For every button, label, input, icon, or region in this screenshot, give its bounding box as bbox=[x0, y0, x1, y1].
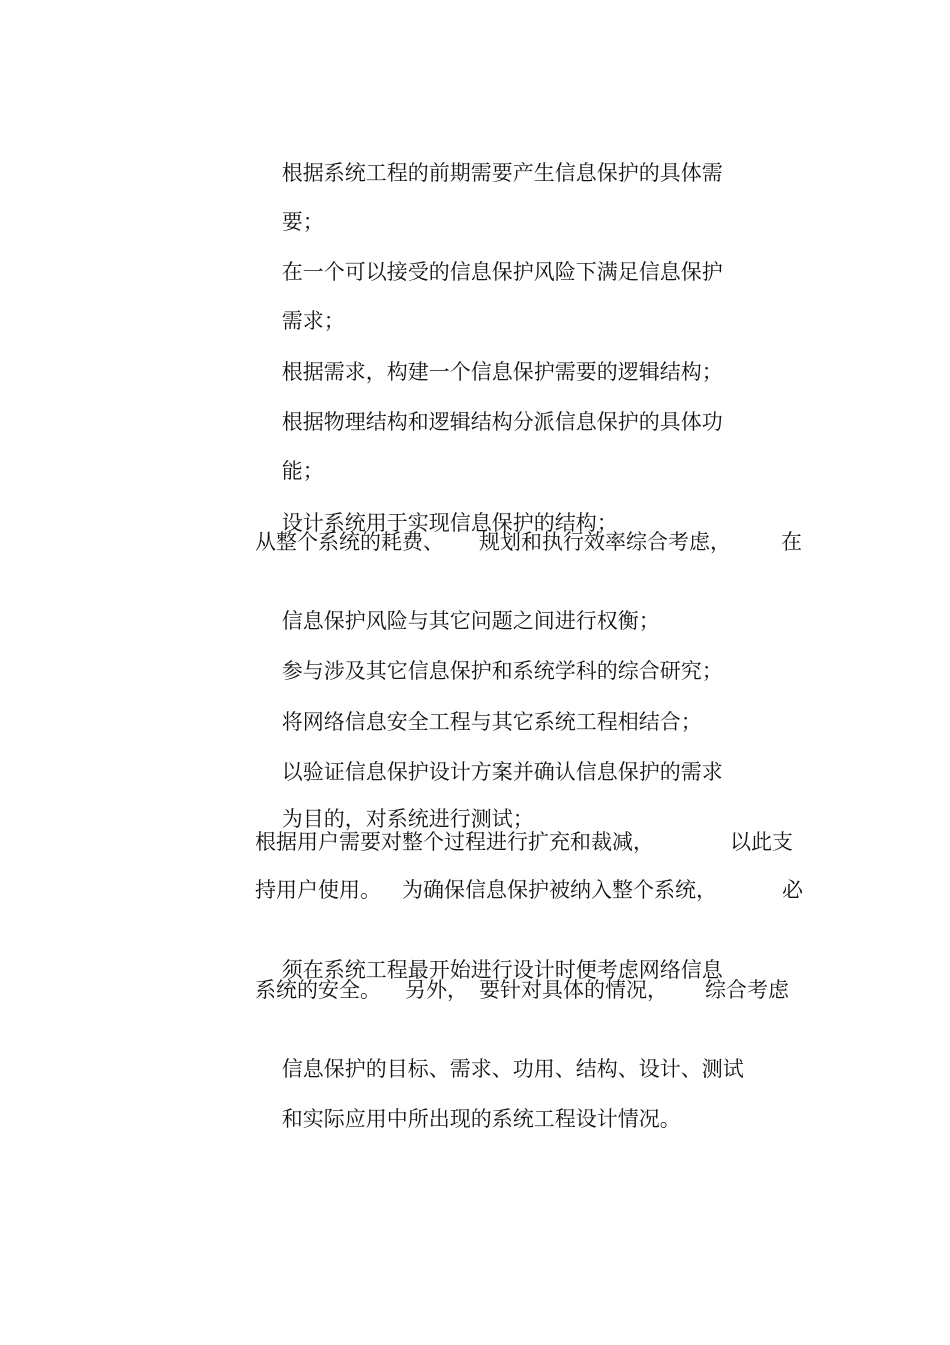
text-line bbox=[255, 975, 815, 1005]
text-line bbox=[255, 128, 723, 185]
text-line bbox=[255, 1074, 681, 1131]
text-segment: 要； bbox=[281, 210, 324, 234]
text-segment: 设计系统用于实现信息保护的结构； bbox=[281, 511, 618, 535]
text-line bbox=[255, 377, 723, 434]
text-line bbox=[255, 1024, 744, 1081]
text-segment: 参与涉及其它信息保护和系统学科的综合研究； bbox=[281, 659, 723, 683]
text-line bbox=[255, 925, 723, 982]
text-segment: 为确保信息保护被纳入整个系统， bbox=[402, 878, 717, 902]
text-line bbox=[255, 576, 660, 633]
text-segment: 和实际应用中所出现的系统工程设计情况。 bbox=[281, 1107, 681, 1131]
text-segment: 信息保护风险与其它问题之间进行权衡； bbox=[281, 609, 660, 633]
text-segment: 需求； bbox=[281, 309, 345, 333]
text-segment: 以此支 bbox=[730, 830, 793, 854]
text-segment: 将网络信息安全工程与其它系统工程相结合； bbox=[281, 710, 702, 734]
text-line bbox=[255, 626, 723, 683]
text-line bbox=[255, 177, 324, 234]
text-segment: 在一个可以接受的信息保护风险下满足信息保护 bbox=[281, 260, 723, 284]
text-segment: 信息保护的目标、需求、功用、结构、设计、测试 bbox=[281, 1057, 744, 1081]
text-segment: 能； bbox=[281, 459, 324, 483]
text-segment: 规划和执行效率综合考虑， bbox=[479, 530, 731, 554]
text-line bbox=[255, 827, 815, 857]
text-line bbox=[255, 327, 723, 384]
text-line bbox=[255, 677, 702, 734]
text-segment: 以验证信息保护设计方案并确认信息保护的需求 bbox=[281, 760, 723, 784]
text-segment: 根据系统工程的前期需要产生信息保护的具体需 bbox=[281, 161, 723, 185]
text-line bbox=[255, 527, 815, 557]
text-segment: 要针对具体的情况， bbox=[479, 978, 668, 1002]
text-line bbox=[255, 426, 324, 483]
text-segment: 须在系统工程最开始进行设计时便考虑网络信息 bbox=[281, 958, 723, 982]
text-line bbox=[255, 276, 345, 333]
text-segment: 在 bbox=[781, 530, 802, 554]
text-line bbox=[255, 774, 534, 831]
text-segment: 系统的安全。 bbox=[255, 978, 381, 1002]
text-line bbox=[255, 478, 618, 535]
text-segment: 根据需求，构建一个信息保护需要的逻辑结构； bbox=[281, 360, 723, 384]
text-segment: 根据物理结构和逻辑结构分派信息保护的具体功 bbox=[281, 410, 723, 434]
text-segment: 必 bbox=[782, 878, 803, 902]
text-line bbox=[255, 727, 723, 784]
text-segment: 为目的，对系统进行测试； bbox=[281, 807, 534, 831]
text-segment: 持用户使用。 bbox=[255, 878, 381, 902]
text-segment: 综合考虑 bbox=[705, 978, 789, 1002]
text-line bbox=[255, 875, 815, 905]
text-segment: 根据用户需要对整个过程进行扩充和裁减， bbox=[255, 830, 654, 854]
text-segment: 从整个系统的耗费、 bbox=[255, 530, 444, 554]
text-line bbox=[255, 227, 723, 284]
text-segment: 另外， bbox=[405, 978, 468, 1002]
